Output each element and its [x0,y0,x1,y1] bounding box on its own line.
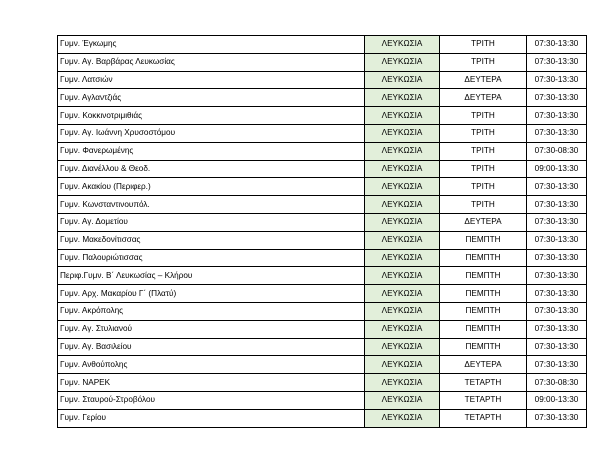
day-cell: ΔΕΥΤΕΡΑ [440,356,527,374]
schedule-table [57,35,587,428]
table-row [58,107,587,125]
time-cell: 07:30-13:30 [527,178,587,196]
day-cell: ΤΕΤΑΡΤΗ [440,391,527,409]
school-cell: Γυμν. Ανθούπολης [58,356,365,374]
day-cell: ΤΡΙΤΗ [440,160,527,178]
day-cell: ΤΡΙΤΗ [440,53,527,71]
district-cell: ΛΕΥΚΩΣΙΑ [365,338,440,356]
time-cell: 07:30-13:30 [527,107,587,125]
table-row [58,374,587,392]
school-cell: Γυμν. Κοκκινοτριμιθιάς [58,107,365,125]
district-cell: ΛΕΥΚΩΣΙΑ [365,196,440,214]
school-cell: Γυμν. Αγ. Βασιλείου [58,338,365,356]
time-cell: 07:30-13:30 [527,213,587,231]
time-cell: 07:30-13:30 [527,302,587,320]
school-cell: Περιφ.Γυμν. Β΄ Λευκωσίας – Κλήρου [58,267,365,285]
day-cell: ΤΡΙΤΗ [440,107,527,125]
day-cell: ΠΕΜΠΤΗ [440,249,527,267]
table-row [58,267,587,285]
table-row [58,249,587,267]
school-cell: Γυμν. Ακακίου (Περιφερ.) [58,178,365,196]
district-cell: ΛΕΥΚΩΣΙΑ [365,160,440,178]
district-cell: ΛΕΥΚΩΣΙΑ [365,320,440,338]
time-cell: 07:30-08:30 [527,374,587,392]
school-cell: Γυμν. Αγ. Στυλιανού [58,320,365,338]
table-row [58,213,587,231]
time-cell: 09:00-13:30 [527,160,587,178]
school-cell: Γυμν. Γερίου [58,409,365,427]
table-row [58,356,587,374]
school-cell: Γυμν. ΝΑΡΕΚ [58,374,365,392]
time-cell: 07:30-13:30 [527,320,587,338]
day-cell: ΠΕΜΠΤΗ [440,302,527,320]
district-cell: ΛΕΥΚΩΣΙΑ [365,36,440,54]
time-cell: 07:30-13:30 [527,71,587,89]
time-cell: 07:30-13:30 [527,285,587,303]
time-cell: 09:00-13:30 [527,391,587,409]
day-cell: ΤΕΤΑΡΤΗ [440,374,527,392]
district-cell: ΛΕΥΚΩΣΙΑ [365,53,440,71]
district-cell: ΛΕΥΚΩΣΙΑ [365,391,440,409]
district-cell: ΛΕΥΚΩΣΙΑ [365,71,440,89]
time-cell: 07:30-13:30 [527,196,587,214]
table-row [58,142,587,160]
table-row [58,338,587,356]
school-cell: Γυμν. Αρχ. Μακαρίου Γ΄ (Πλατύ) [58,285,365,303]
school-cell: Γυμν. Διανέλλου & Θεοδ. [58,160,365,178]
district-cell: ΛΕΥΚΩΣΙΑ [365,267,440,285]
school-cell: Γυμν. Παλουριώτισσας [58,249,365,267]
day-cell: ΠΕΜΠΤΗ [440,338,527,356]
district-cell: ΛΕΥΚΩΣΙΑ [365,231,440,249]
school-cell: Γυμν. Μακεδονίτισσας [58,231,365,249]
time-cell: 07:30-13:30 [527,124,587,142]
school-cell: Γυμν. Αγλαντζιάς [58,89,365,107]
day-cell: ΔΕΥΤΕΡΑ [440,89,527,107]
district-cell: ΛΕΥΚΩΣΙΑ [365,124,440,142]
day-cell: ΤΡΙΤΗ [440,36,527,54]
day-cell: ΠΕΜΠΤΗ [440,285,527,303]
district-cell: ΛΕΥΚΩΣΙΑ [365,89,440,107]
table-row [58,160,587,178]
school-cell: Γυμν. Φανερωμένης [58,142,365,160]
table-row [58,302,587,320]
district-cell: ΛΕΥΚΩΣΙΑ [365,374,440,392]
time-cell: 07:30-13:30 [527,36,587,54]
district-cell: ΛΕΥΚΩΣΙΑ [365,356,440,374]
day-cell: ΠΕΜΠΤΗ [440,231,527,249]
table-row [58,196,587,214]
district-cell: ΛΕΥΚΩΣΙΑ [365,178,440,196]
day-cell: ΤΡΙΤΗ [440,142,527,160]
district-cell: ΛΕΥΚΩΣΙΑ [365,285,440,303]
school-cell: Γυμν. Ακρόπολης [58,302,365,320]
school-cell: Γυμν. Έγκωμης [58,36,365,54]
time-cell: 07:30-13:30 [527,231,587,249]
table-row [58,285,587,303]
time-cell: 07:30-13:30 [527,53,587,71]
school-cell: Γυμν. Σταυρού-Στροβόλου [58,391,365,409]
district-cell: ΛΕΥΚΩΣΙΑ [365,107,440,125]
time-cell: 07:30-13:30 [527,89,587,107]
table-row [58,36,587,54]
table-row [58,231,587,249]
time-cell: 07:30-13:30 [527,249,587,267]
day-cell: ΠΕΜΠΤΗ [440,267,527,285]
day-cell: ΤΡΙΤΗ [440,178,527,196]
time-cell: 07:30-08:30 [527,142,587,160]
school-cell: Γυμν. Κωνσταντινουπόλ. [58,196,365,214]
table-row [58,391,587,409]
school-cell: Γυμν. Αγ. Ιωάννη Χρυσοστόμου [58,124,365,142]
day-cell: ΔΕΥΤΕΡΑ [440,71,527,89]
school-cell: Γυμν. Αγ. Δομετίου [58,213,365,231]
schedule-table-body [58,36,587,428]
school-cell: Γυμν. Αγ. Βαρβάρας Λευκωσίας [58,53,365,71]
school-cell: Γυμν. Λατσιών [58,71,365,89]
time-cell: 07:30-13:30 [527,267,587,285]
time-cell: 07:30-13:30 [527,356,587,374]
day-cell: ΤΕΤΑΡΤΗ [440,409,527,427]
district-cell: ΛΕΥΚΩΣΙΑ [365,409,440,427]
day-cell: ΤΡΙΤΗ [440,124,527,142]
table-row [58,178,587,196]
table-row [58,53,587,71]
table-row [58,71,587,89]
table-row [58,320,587,338]
table-row [58,124,587,142]
district-cell: ΛΕΥΚΩΣΙΑ [365,302,440,320]
day-cell: ΠΕΜΠΤΗ [440,320,527,338]
table-row [58,89,587,107]
time-cell: 07:30-13:30 [527,338,587,356]
day-cell: ΔΕΥΤΕΡΑ [440,213,527,231]
district-cell: ΛΕΥΚΩΣΙΑ [365,249,440,267]
district-cell: ΛΕΥΚΩΣΙΑ [365,142,440,160]
day-cell: ΤΡΙΤΗ [440,196,527,214]
time-cell: 07:30-13:30 [527,409,587,427]
district-cell: ΛΕΥΚΩΣΙΑ [365,213,440,231]
table-row [58,409,587,427]
